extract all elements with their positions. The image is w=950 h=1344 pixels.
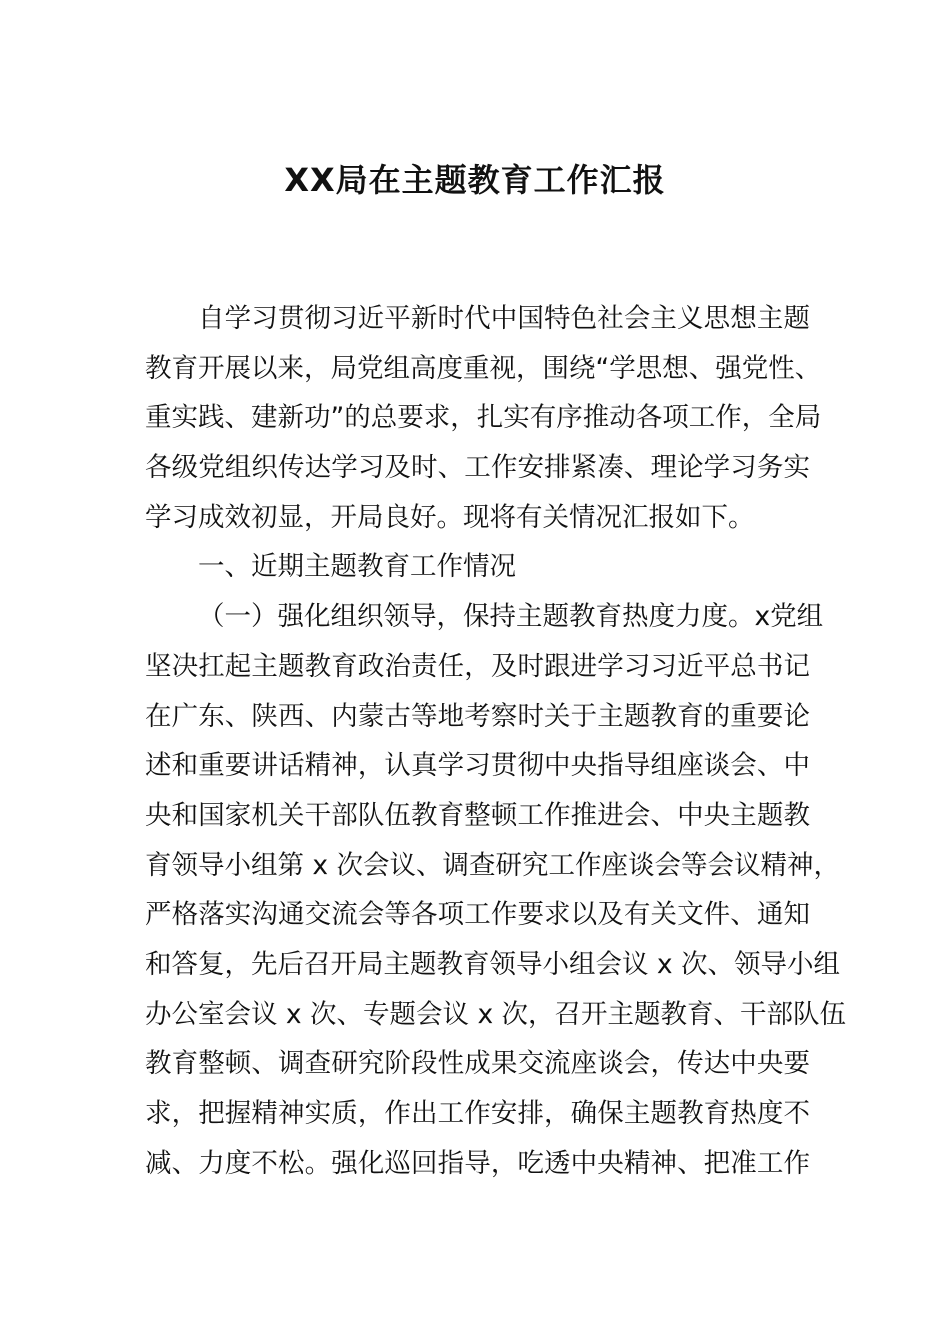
paragraph-line: 坚决扛起主题教育政治责任，及时跟进学习习近平总书记	[145, 650, 810, 682]
paragraph-line: 育领导小组第 x 次会议、调查研究工作座谈会等会议精神，	[145, 849, 841, 881]
paragraph-line: 求，把握精神实质，作出工作安排，确保主题教育热度不	[145, 1098, 810, 1129]
document-body	[145, 294, 847, 1188]
paragraph-line: 重实践、建新功”的总要求，扎实有序推动各项工作，全局	[145, 402, 822, 434]
paragraph-line: 自学习贯彻习近平新时代中国特色社会主义思想主题	[198, 303, 810, 334]
paragraph-line: 严格落实沟通交流会等各项工作要求以及有关文件、通知	[145, 899, 810, 931]
document-title: XX局在主题教育工作汇报	[284, 161, 666, 199]
paragraph-line: 在广东、陕西、内蒙古等地考察时关于主题教育的重要论	[145, 700, 810, 732]
section-heading: 一、近期主题教育工作情况	[198, 551, 516, 583]
paragraph-line: 各级党组织传达学习及时、工作安排紧凑、理论学习务实	[145, 452, 810, 484]
paragraph-line: 减、力度不松。强化巡回指导，吃透中央精神、把准工作	[145, 1147, 810, 1179]
paragraph-line: 办公室会议 x 次、专题会议 x 次，召开主题教育、干部队伍	[145, 998, 847, 1030]
paragraph-line: 和答复，先后召开局主题教育领导小组会议 x 次、领导小组	[145, 948, 841, 980]
paragraph-line: 教育整顿、调查研究阶段性成果交流座谈会，传达中央要	[145, 1048, 810, 1080]
paragraph-line: 述和重要讲话精神，认真学习贯彻中央指导组座谈会、中	[145, 750, 810, 782]
paragraph-line: 央和国家机关干部队伍教育整顿工作推进会、中央主题教	[145, 799, 810, 831]
paragraph-line: 学习成效初显，开局良好。现将有关情况汇报如下。	[145, 501, 755, 533]
paragraph-line: （一）强化组织领导，保持主题教育热度力度。x党组	[198, 601, 824, 633]
paragraph-line: 教育开展以来，局党组高度重视，围绕“学思想、强党性、	[145, 352, 822, 384]
